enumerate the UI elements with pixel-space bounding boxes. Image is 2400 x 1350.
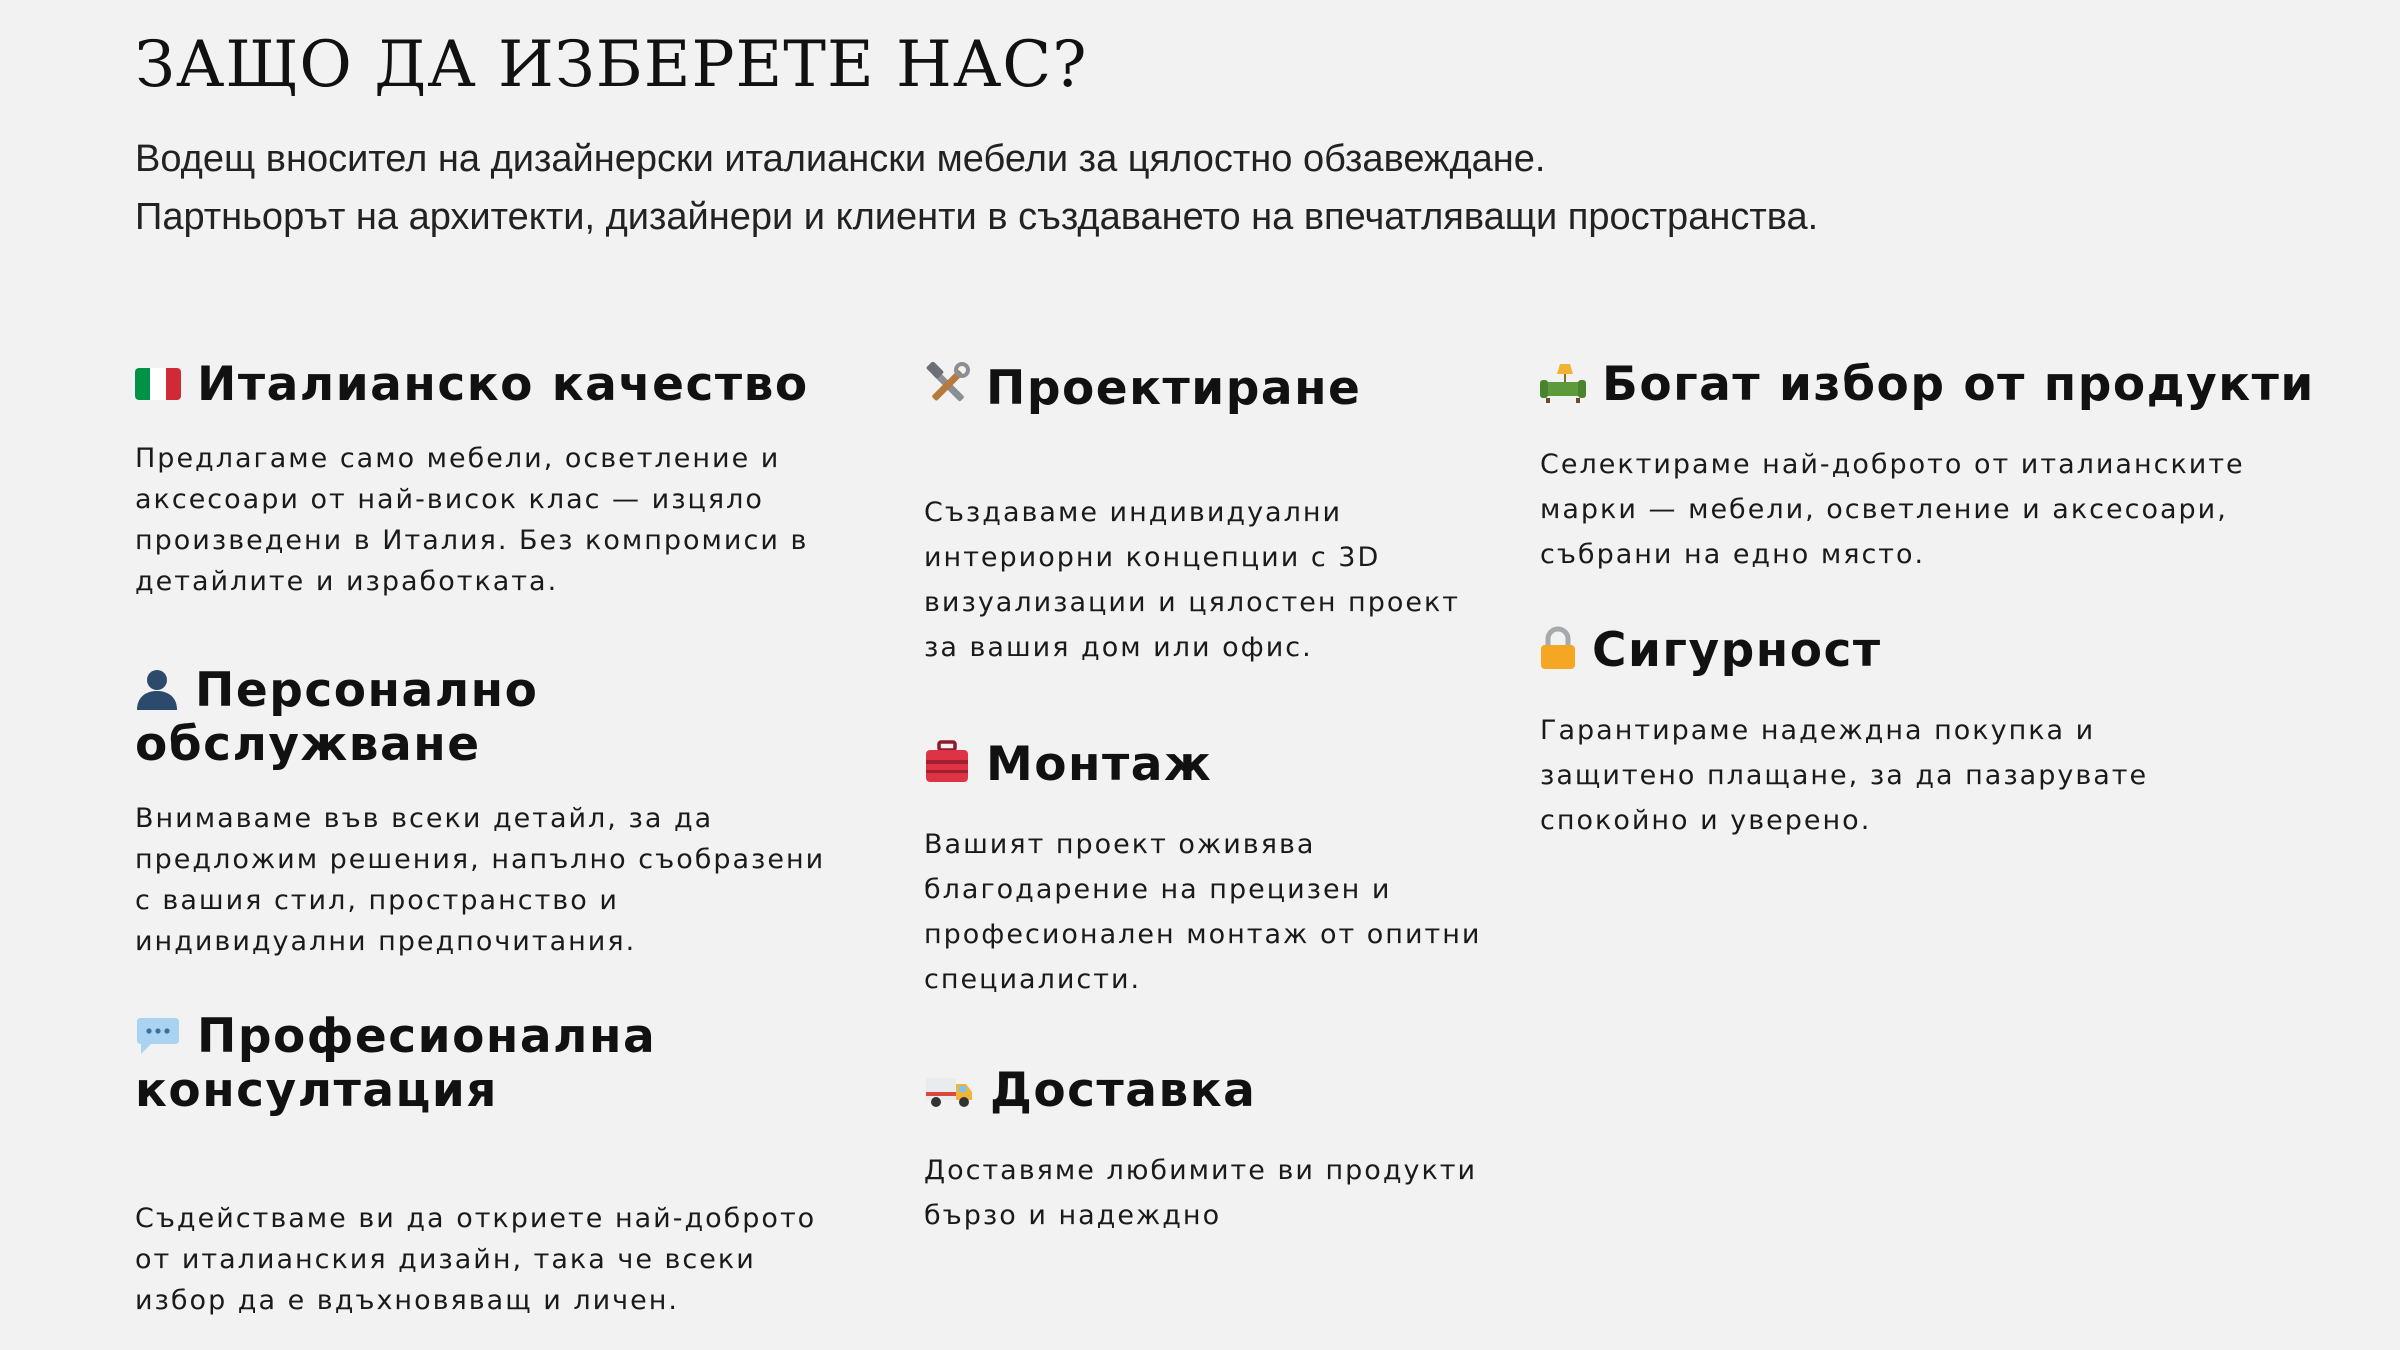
- feature-title: Богат избор от продукти: [1602, 357, 2315, 412]
- feature-title: Професионална консултация: [135, 1009, 657, 1118]
- speech-bubble-icon: [135, 1016, 181, 1066]
- feature-title: Персонално обслужване: [135, 663, 539, 772]
- feature-assembly: [924, 737, 1504, 1002]
- lock-icon: [1540, 626, 1576, 680]
- feature-title: Италианско качество: [197, 357, 809, 412]
- feature-text: Селектираме най-доброто от италианските марки — мебели, осветление и аксесоари, събрани на едно място.: [1540, 449, 2245, 570]
- feature-title: Монтаж: [986, 737, 1213, 792]
- feature-design: [924, 362, 1504, 670]
- sofa-lamp-icon: [1540, 362, 1586, 414]
- feature-security: [1540, 623, 2340, 843]
- feature-text: Доставяме любимите ви продукти бързо и надеждно: [924, 1155, 1478, 1231]
- feature-title: Проектиране: [986, 361, 1362, 416]
- feature-delivery: [924, 1063, 1504, 1238]
- person-icon: [135, 666, 179, 720]
- feature-text: Създаваме индивидуални интериорни концепции с 3D визуализации и цялостен проект за вашия дом или офис.: [924, 497, 1461, 663]
- feature-professional-consultation: [135, 1009, 875, 1321]
- intro-line-2: Партньорът на архитекти, дизайнери и клиенти в създаването на впечатляващи пространства.: [135, 196, 1819, 238]
- feature-personal-service: [135, 663, 875, 962]
- delivery-truck-icon: [924, 1070, 974, 1120]
- intro-text: [135, 130, 2335, 246]
- toolbox-icon: [924, 740, 970, 794]
- feature-text: Предлагаме само мебели, осветление и аксесоари от най-висок клас — изцяло произведени в Италия. Без компромиси в детайлите и изработката.: [135, 443, 809, 597]
- feature-text: Вашият проект оживява благодарение на прецизен и професионален монтаж от опитни специалисти.: [924, 829, 1482, 995]
- feature-text: Съдействаме ви да откриете най-доброто от италианския дизайн, така че всеки избор да е вдъхновяващ и личен.: [135, 1203, 817, 1316]
- feature-title: Доставка: [990, 1063, 1257, 1118]
- italy-flag-icon: [135, 368, 181, 400]
- intro-line-1: Водещ вносител на дизайнерски италиански мебели за цялостно обзавеждане.: [135, 138, 1546, 180]
- hammer-wrench-icon: [924, 362, 970, 418]
- feature-wide-selection: [1540, 357, 2340, 577]
- page-title: ЗАЩО ДА ИЗБЕРЕТЕ НАС?: [135, 28, 1088, 102]
- feature-italian-quality: [135, 357, 875, 602]
- feature-title: Сигурност: [1592, 623, 1882, 678]
- feature-text: Гарантираме надеждна покупка и защитено плащане, за да пазарувате спокойно и уверено.: [1540, 715, 2149, 836]
- feature-text: Внимаваме във всеки детайл, за да предложим решения, напълно съобразени с вашия стил, пространство и индивидуални предпочитания.: [135, 803, 826, 957]
